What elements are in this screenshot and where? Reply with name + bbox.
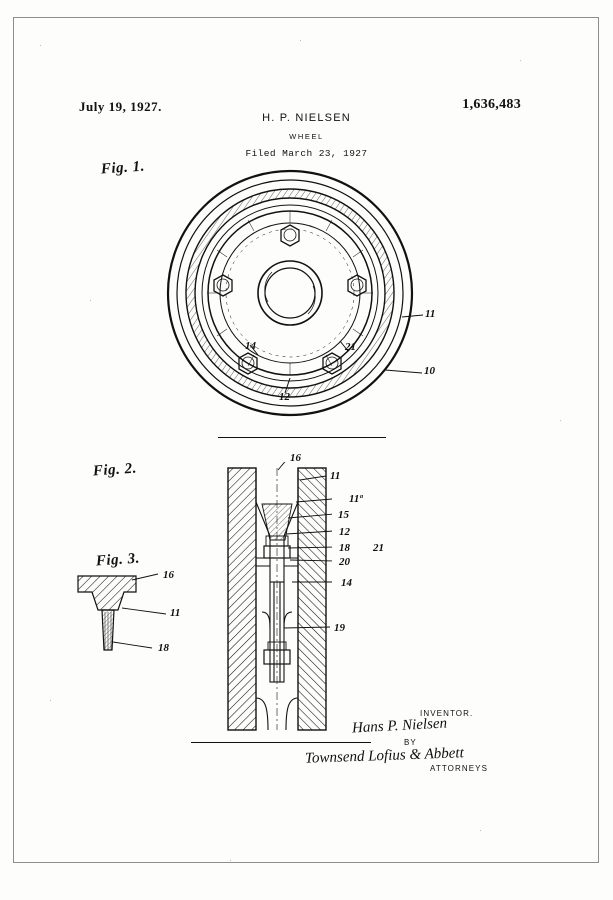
ref-15-fig2: 15: [338, 509, 349, 521]
scan-speck: [480, 830, 481, 831]
figure-1-drawing: [140, 165, 440, 430]
figure-3-drawing: [72, 570, 177, 675]
scan-speck: [560, 420, 561, 421]
inventor-signature: Hans P. Nielsen: [351, 715, 448, 737]
scan-speck: [300, 40, 301, 41]
scan-speck: [40, 45, 41, 46]
patent-number: 1,636,483: [462, 97, 521, 112]
ref-16-fig2: 16: [290, 452, 301, 464]
ref-20-fig2: 20: [339, 556, 350, 568]
patent-title: WHEEL: [289, 132, 324, 141]
scan-speck: [520, 60, 521, 61]
inventor-label: INVENTOR.: [420, 709, 474, 718]
ref-18-fig3: 18: [158, 642, 169, 654]
figure-1-rule: [218, 437, 386, 438]
ref-10-fig1: 10: [424, 365, 435, 377]
attorneys-label: ATTORNEYS: [430, 764, 489, 773]
scan-speck: [50, 700, 51, 701]
ref-14-fig1: 14: [245, 340, 256, 352]
inventor-name: H. P. NIELSEN: [262, 112, 351, 124]
ref-11a-fig2: 11ª: [349, 493, 363, 505]
ref-19-fig2: 19: [334, 622, 345, 634]
publication-date: July 19, 1927.: [79, 99, 162, 114]
figure-3-label: Fig. 3.: [95, 550, 141, 570]
ref-11-fig2: 11: [330, 470, 341, 482]
attorney-signature: Townsend Lofius & Abbett: [304, 745, 465, 767]
figure-2-label: Fig. 2.: [92, 460, 138, 480]
ref-11-fig1: 11: [425, 308, 436, 320]
figure-1-label: Fig. 1.: [100, 158, 146, 178]
ref-21-fig2: 21: [373, 542, 384, 554]
filing-date: Filed March 23, 1927: [245, 148, 368, 159]
ref-11-fig3: 11: [170, 607, 181, 619]
ref-12-fig1: 12: [279, 391, 290, 403]
figure-2-rule: [191, 742, 371, 743]
ref-14-fig2: 14: [341, 577, 352, 589]
figure-2-drawing: [222, 462, 332, 747]
ref-18-fig2: 18: [339, 542, 350, 554]
by-label: BY: [404, 738, 417, 747]
scan-speck: [90, 300, 91, 301]
ref-16-fig3: 16: [163, 569, 174, 581]
ref-21-fig1: 21: [345, 341, 356, 353]
scan-speck: [230, 860, 231, 861]
ref-12-fig2: 12: [339, 526, 350, 538]
